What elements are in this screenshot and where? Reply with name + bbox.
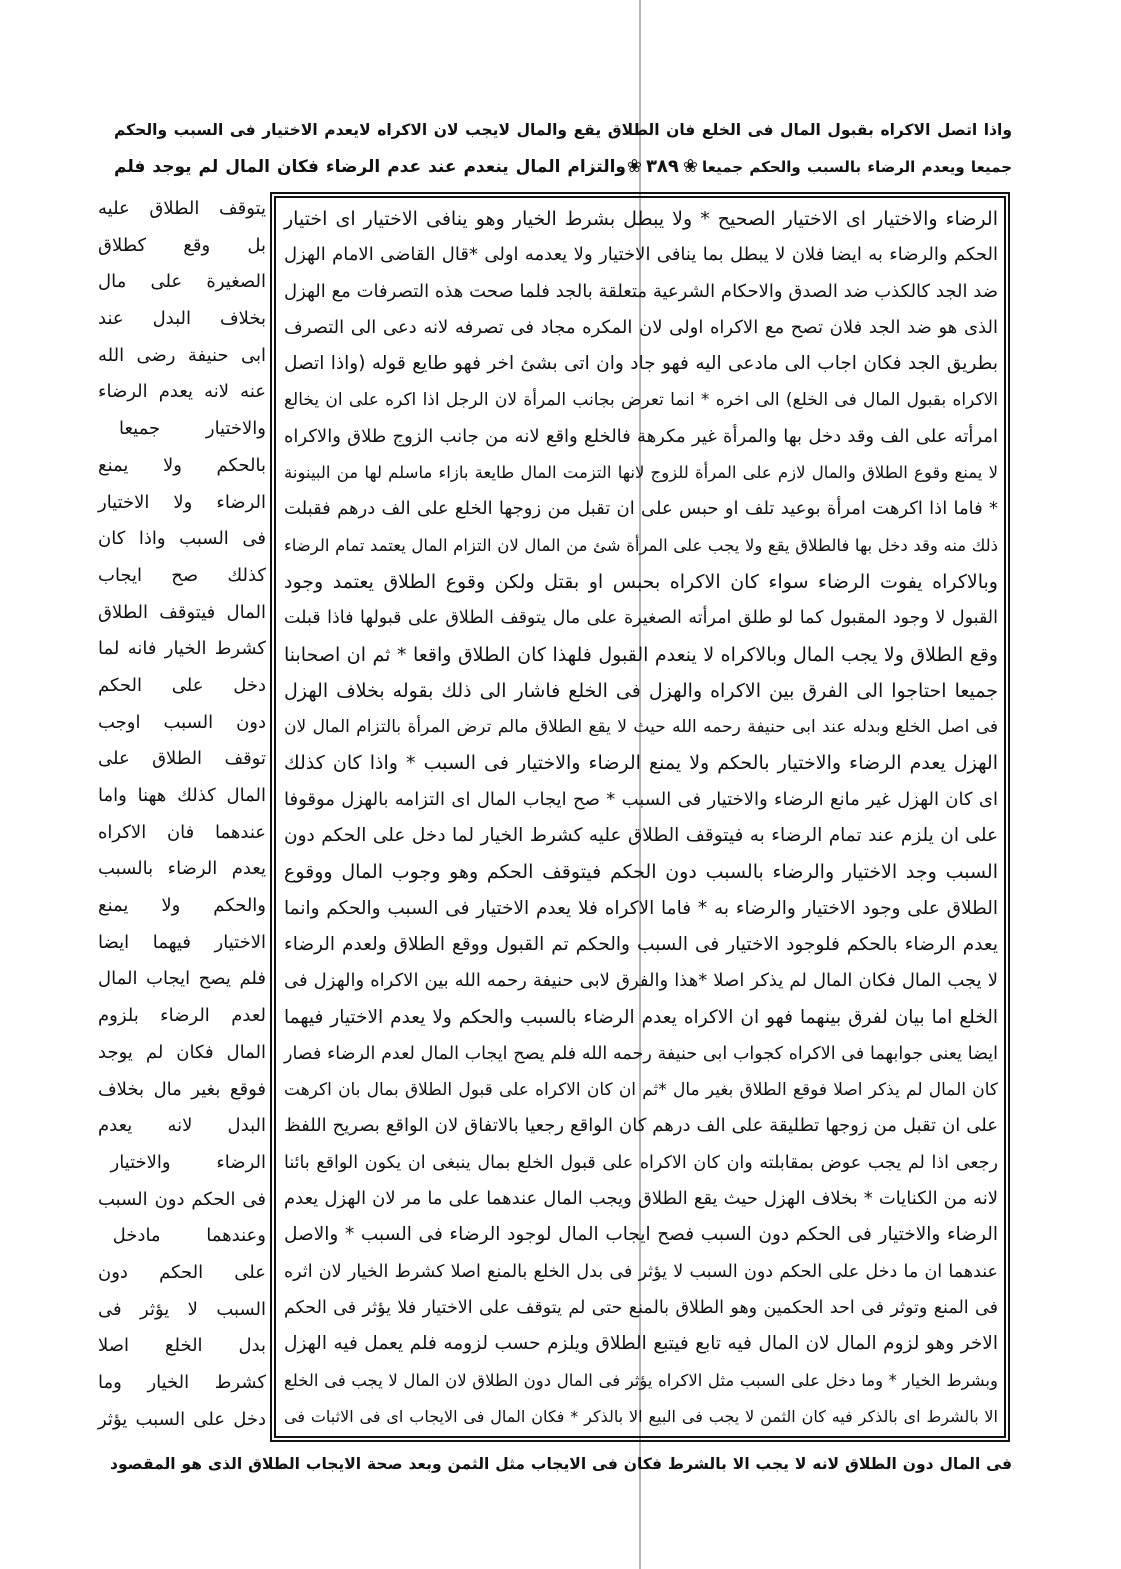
margin-matn-line: كذلك صح ايجاب <box>98 564 266 586</box>
ornament-icon: ❀ <box>626 156 642 177</box>
commentary-line: اى كان الهزل غير مانع الرضاء والاختيار فى السبب * صح ايجاب المال اى التزامه بالهزل موقوفا <box>284 788 998 810</box>
commentary-line: ذلك منه وقد دخل بها فالطلاق يقع ولا يجب على المرأة شئ من المال لان التزام المال يعتمد تمام الرضاء <box>284 535 998 555</box>
page-number-group <box>626 149 700 185</box>
commentary-line: لا يمنع وقوع الطلاق والمال لازم على المرأة للزوج لانها التزمت المال طايعة بازاء ماسلم لها من البينونة <box>284 463 998 483</box>
margin-matn-line: دون السبب اوجب <box>98 711 266 733</box>
commentary-line: الخلع اما بيان لفرق بينهما فهو ان الاكراه يعدم الرضاء بالسبب والحكم ولا يعدم الاختيار فيهما <box>284 1006 998 1028</box>
margin-matn-line: المال كذلك ههنا واما <box>98 785 266 806</box>
margin-matn-line: لعدم الرضاء بلزوم <box>98 1005 266 1027</box>
margin-matn-line: الصغيرة على مال <box>98 271 266 293</box>
margin-matn-line: والاختيار جميعا <box>119 418 266 440</box>
commentary-line: فى المنع وتوثر فى احد الحكمين وهو الطلاق بالمنع حتى لم يتوقف على الاختيار فلا يؤثر فى الحكم <box>284 1297 998 1318</box>
margin-matn-line: يتوقف الطلاق عليه <box>98 198 266 219</box>
margin-matn-line: البدل لانه يعدم <box>98 1115 266 1137</box>
margin-matn-line: دخل على السبب يؤثر <box>98 1408 266 1430</box>
header-line-2-right-text: جميعا ويعدم الرضاء بالسبب والحكم جميعا <box>702 158 1012 176</box>
header-matn-line-1: واذا اتصل الاكراه بقبول المال فى الخلع فان الطلاق يقع والمال لايجب لان الاكراه لايعدم الاختيار فى السبب والحكم <box>114 121 1012 139</box>
commentary-line: الرضاء والاختيار فى الحكم دون السبب فصح ايجاب المال لوجود الرضاء فى السبب * والاصل <box>284 1224 998 1246</box>
margin-matn-line: فلم يصح ايجاب المال <box>98 968 266 990</box>
margin-matn-line: فوقع بغير مال بخلاف <box>98 1078 266 1100</box>
commentary-line: الرضاء والاختيار اى الاختيار الصحيح * ولا يبطل بشرط الخيار وهو ينافى الاختيار اى اختيار <box>284 208 998 230</box>
margin-matn-line: عندهما فان الاكراه <box>98 821 266 843</box>
commentary-line: القبول لا وجود المقبول كما لو طلق امرأته الصغيرة على مال يتوقف الطلاق على قبولها فاذا قبلت <box>284 608 998 629</box>
margin-matn-line: فى السبب واذا كان <box>98 528 266 550</box>
commentary-line: السبب وجد الاختيار والرضاء بالسبب دون الحكم فيتوقف الحكم وهو وجوب المال ووقوع <box>284 861 998 884</box>
commentary-line: كان المال لم يذكر اصلا فوقع الطلاق بغير مال *ثم ان كان الاكراه على قبول الطلاق بمال بان اكرهت <box>284 1080 998 1101</box>
commentary-line: بطريق الجد فكان اجاب الى مادعى اليه فهو جاد وان اتى بشئ اخر فهو طايع قوله (واذا اتصل <box>284 353 998 375</box>
commentary-line: ضد الجد كالكذب ضد الصدق والاحكام الشرعية متعلقة بالجد فلما صحت هذه التصرفات مع الهزل <box>284 280 998 302</box>
margin-matn-line: الرضاء والاختيار <box>110 1151 266 1173</box>
commentary-line: * فاما اذا اكرهت امرأة بوعيد تلف او حبس على ان تقبل من زوجها الخلع على الف درهم فقبلت <box>284 498 998 520</box>
margin-matn-line: على الحكم دون <box>98 1261 266 1283</box>
margin-matn-line: عنه لانه يعدم الرضاء <box>98 381 266 403</box>
margin-matn-line: يعدم الرضاء بالسبب <box>98 858 266 880</box>
commentary-line: وبشرط الخيار * وما دخل على السبب مثل الاكراه يؤثر فى المال دون الطلاق لان المال لا يجب فى الخلع <box>284 1370 998 1390</box>
commentary-line: عندهما ان ما دخل على الحكم دون السبب لا يؤثر فى بدل الخلع بالمنع اصلا كشرط الخيار لان اثره <box>284 1261 998 1282</box>
commentary-line: وقع الطلاق ولا يجب المال وبالاكراه لا ينعدم القبول فلهذا كان الطلاق واقعا * ثم ان اصحابنا <box>284 643 998 666</box>
commentary-line: الحكم والرضاء به ايضا فلان لا يبطل بما ينافى الاختيار ولا يعدمه اولى *قال القاضى الامام الهزل <box>284 244 998 266</box>
margin-matn-line: كشرط الخيار فانه لما <box>98 638 266 660</box>
commentary-line: فى اصل الخلع وبدله عند ابى حنيفة رحمه الله حيث لا يقع الطلاق مالم ترض المرأة بالتزام المال لان <box>284 717 998 738</box>
commentary-line: وبالاكراه يفوت الرضاء سواء كان الاكراه بحبس او بقتل ولكن وقوع الطلاق يعتمد وجود <box>284 570 998 593</box>
commentary-line: امرأته على الف وقد دخل بها والمرأة غير مكرهة فالخلع واقع لانه من جانب الزوج طلاق والاكراه <box>284 425 998 447</box>
ornament-icon: ❀ <box>682 156 698 177</box>
commentary-line: ايضا يعنى جوابهما فى الاكراه كجواب ابى حنيفة رحمه الله فلم يصح ايجاب المال لعدم الرضاء فصار <box>284 1043 998 1064</box>
margin-matn-line: الرضاء ولا الاختيار <box>98 491 266 513</box>
margin-matn-line: المال فيتوقف الطلاق <box>98 601 266 623</box>
footer-line: فى المال دون الطلاق لانه لا يجب الا بالشرط فكان فى الايجاب مثل الثمن وبعد صحة الايجاب الطلاق الذى هو المقصود <box>110 1455 1012 1473</box>
commentary-line: الاكراه بقبول المال فى الخلع) الى اخره * انما تعرض بجانب المرأة لان الرجل اذا اكره على ان يخالع <box>284 390 998 411</box>
commentary-line: على ان تقبل من زوجها تطليقة على الف درهم كان الواقع رجعيا بالاتفاق لان الواقع بصريح اللفظ <box>284 1115 998 1137</box>
margin-matn-line: المال فكان لم يوجد <box>98 1041 266 1063</box>
margin-matn-line: توقف الطلاق على <box>98 748 266 770</box>
margin-matn-line: كشرط الخيار وما <box>98 1372 266 1393</box>
margin-matn-column <box>96 191 266 1441</box>
commentary-line: لا يجب المال فكان المال لم يذكر اصلا *هذا والفرق لابى حنيفة رحمه الله بين الاكراه والهزل فى <box>284 970 998 992</box>
margin-matn-line: الاختيار فيهما ايضا <box>98 931 266 953</box>
margin-matn-line: بخلاف البدل عند <box>98 308 266 330</box>
commentary-line: الطلاق على وجود الاختيار والرضاء به * فاما الاكراه فلا يعدم الاختيار فى السبب والحكم وانما <box>284 897 998 919</box>
margin-matn-line: ابى حنيفة رضى الله <box>98 344 266 366</box>
margin-matn-line: وعندهما مادخل <box>112 1225 266 1247</box>
commentary-line: يعدم الرضاء بالحكم فلوجود الاختيار فى السبب والحكم تم القبول ووقع الطلاق ولعدم الرضاء <box>284 933 998 955</box>
margin-matn-line: والحكم ولا يمنع <box>98 895 266 917</box>
margin-matn-line: بالحكم ولا يمنع <box>98 454 266 476</box>
commentary-line: الاخر وهو لزوم المال لان المال فيه تابع فيتبع الطلاق ويلزم حسب لزومه فلم يعمل فيه الهزل <box>284 1333 998 1355</box>
header-matn-line-2 <box>112 149 1012 185</box>
header-line-2-left-text: والتزام المال ينعدم عند عدم الرضاء فكان المال لم يوجد فلم <box>114 157 626 177</box>
commentary-line: على ان يلزم عند تمام الرضاء به فيتوقف الطلاق عليه كشرط الخيار لما دخل على الحكم دون <box>284 825 998 847</box>
commentary-line: الهزل يعدم الرضاء والاختيار بالحكم ولا يمنع الرضاء والاختيار فى السبب * واذا كان كذلك <box>284 752 998 775</box>
page-number: ٣٨٩ <box>645 156 679 177</box>
commentary-line: الا بالشرط اى بالذكر فيه كان الثمن لا يجب فى البيع الا بالذكر * فكان المال فى الايجاب اى فى الاثبات فى <box>284 1406 998 1426</box>
commentary-box <box>270 192 1010 1442</box>
margin-matn-line: دخل على الحكم <box>98 674 266 696</box>
commentary-line: الذى هو ضد الجد فلان تصح مع الاكراه اولى لان المكره مجاد فى تصرفه لانه دعى الى التصرف <box>284 316 998 338</box>
commentary-line: جميعا احتاجوا الى الفرق بين الاكراه والهزل فى الخلع فاشار الى ذلك بقوله بخلاف الهزل <box>284 679 998 702</box>
margin-matn-line: السبب لا يؤثر فى <box>98 1298 266 1320</box>
commentary-text <box>282 201 998 1435</box>
commentary-line: رجعى اذا لم يجب عوض بمقابلته وان كان الاكراه على قبول الخلع بمال ينبغى ان يكون الواقع بائنا <box>284 1152 998 1173</box>
margin-matn-line: فى الحكم دون السبب <box>98 1188 266 1210</box>
commentary-line: لانه من الكنايات * بخلاف الهزل حيث يقع الطلاق ويجب المال عندهما على ما مر لان الهزل يعدم <box>284 1188 998 1210</box>
margin-matn-line: بل وقع كطلاق <box>98 234 266 256</box>
margin-matn-line: بدل الخلع اصلا <box>98 1335 266 1357</box>
